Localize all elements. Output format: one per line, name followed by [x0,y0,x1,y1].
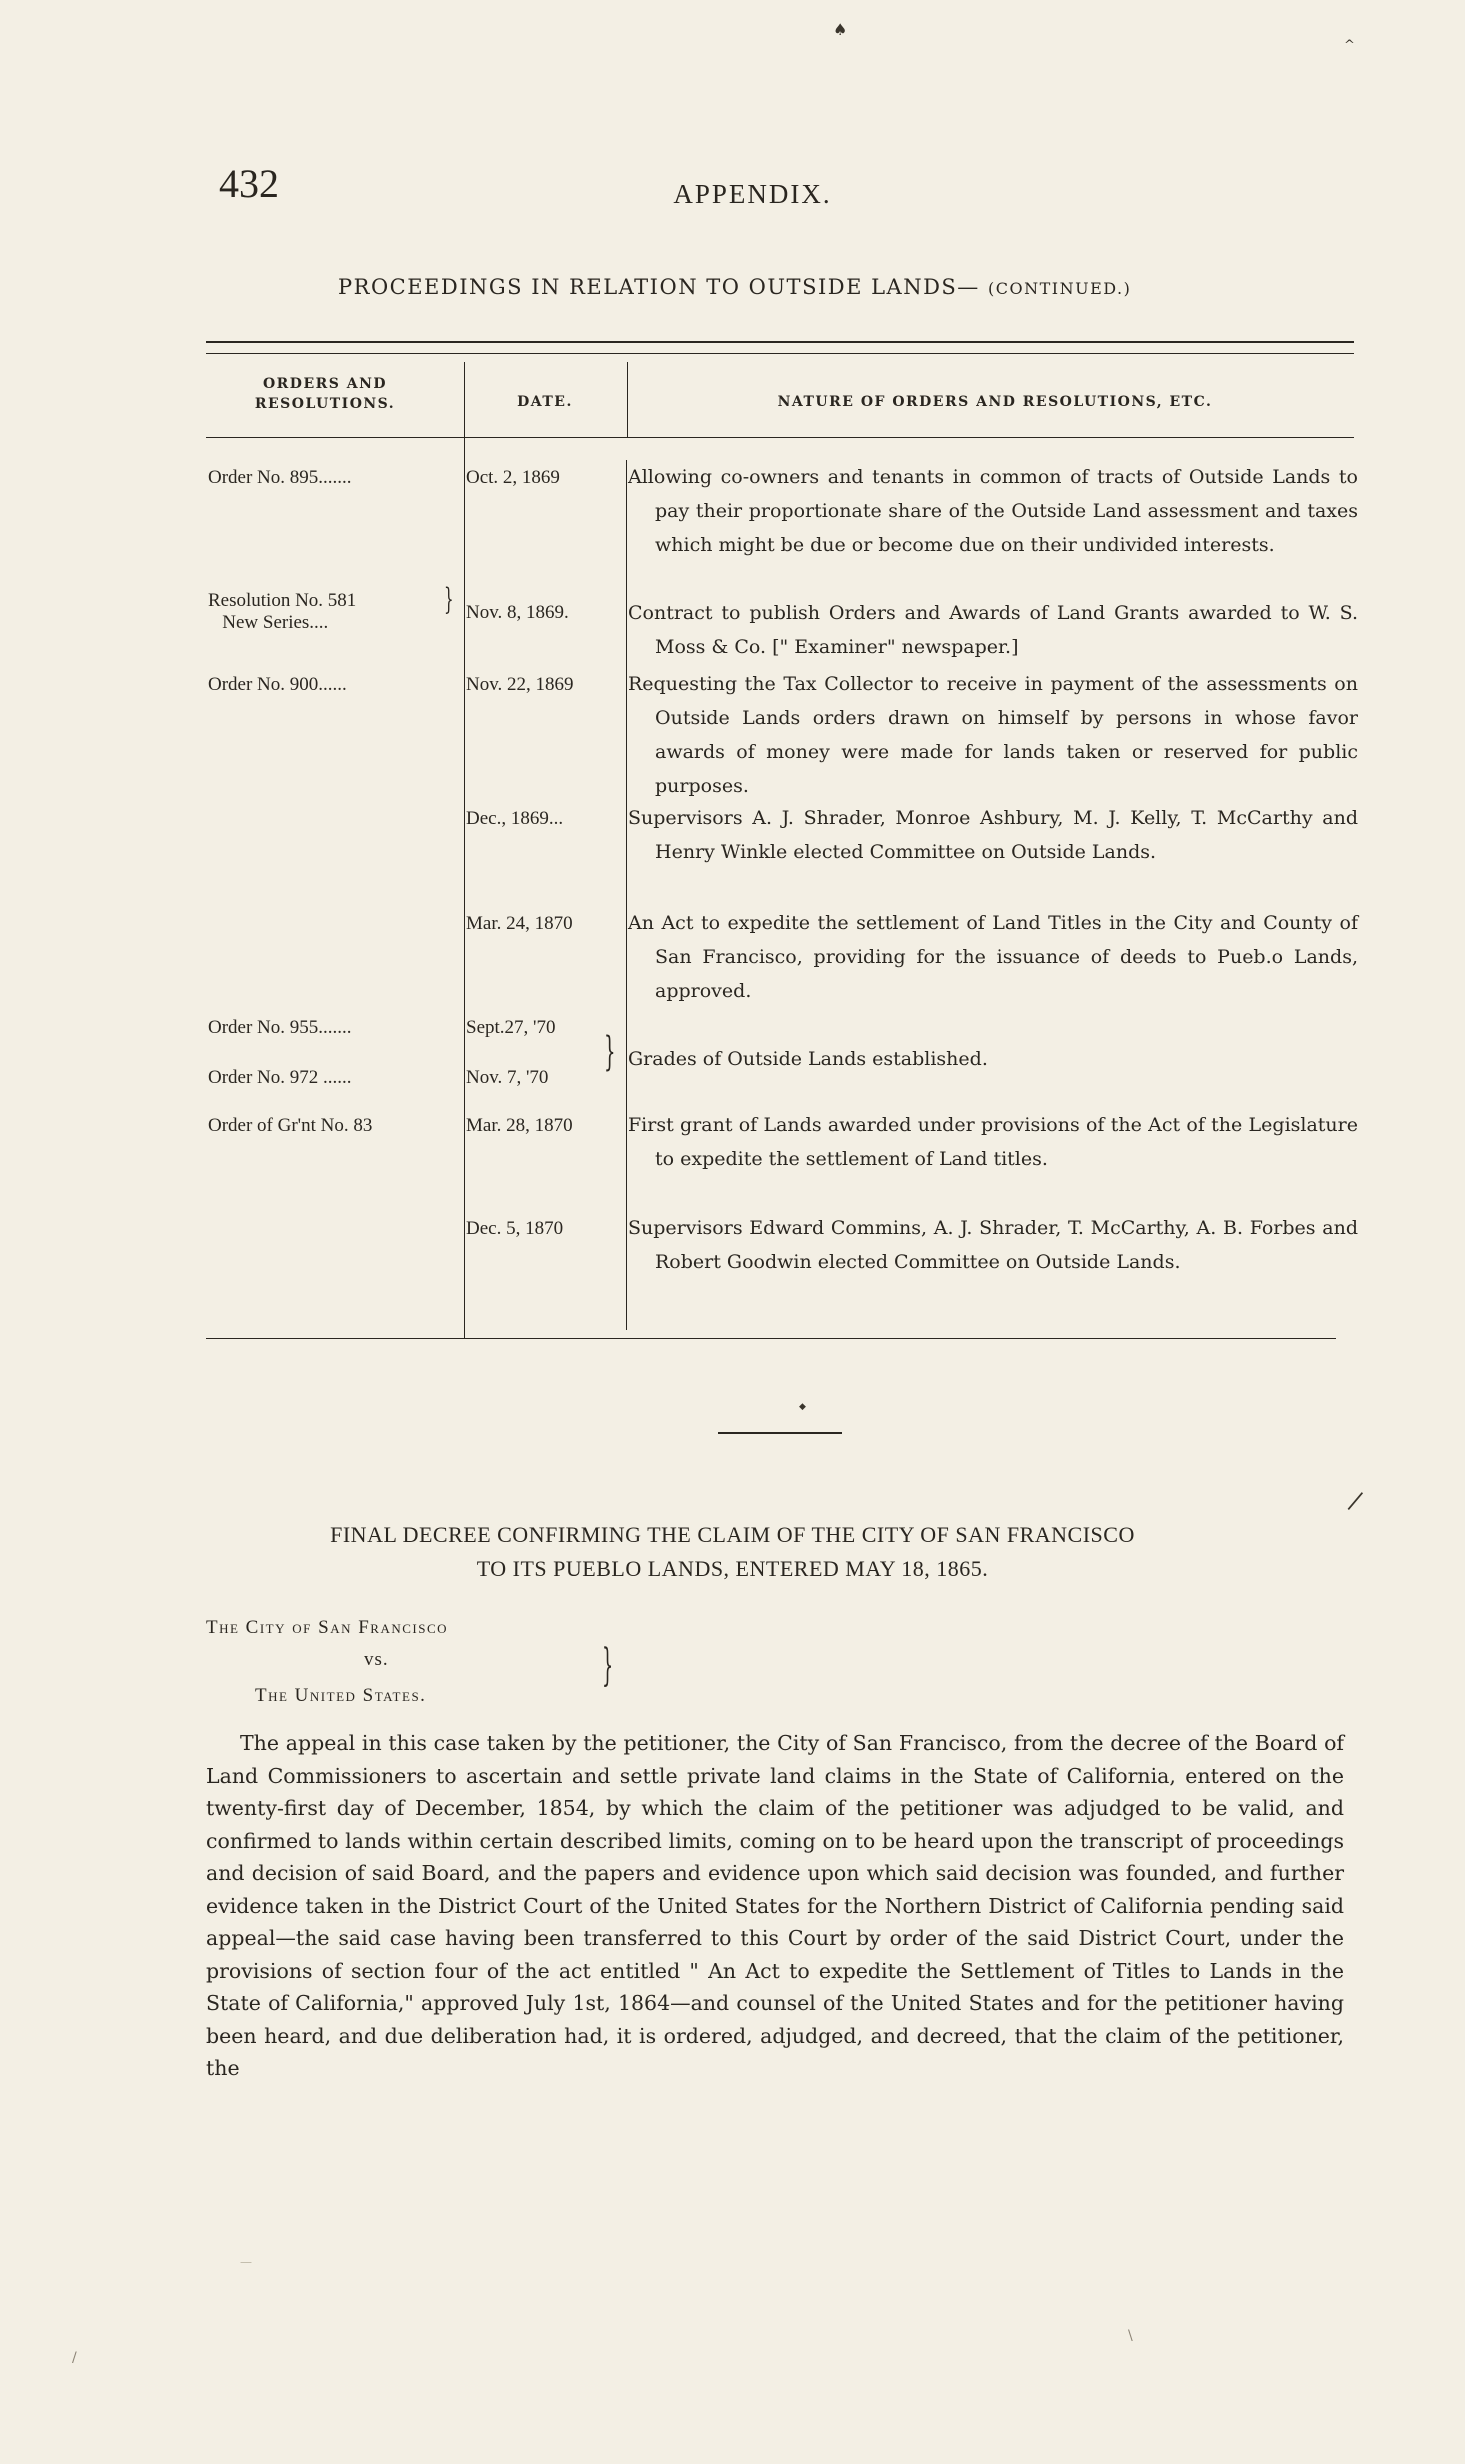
table-row-date: Oct. 2, 1869 [466,467,560,488]
table-row-order: Resolution No. 581 New Series.... [208,590,357,633]
print-mark: | [1344,1488,1367,1513]
print-mark: ^ [1344,38,1355,53]
nature-text: Allowing co-owners and tenants in common of tracts of Outside Lands to pay their proportionate share of the Outside Land assessment and taxes which might be due or become due on their undivided interests. [628,466,1358,556]
table-row-date: Sept.27, '70 [466,1017,556,1038]
nature-text: First grant of Lands awarded under provisions of the Act of the Legislature to expedite the settlement of Land titles. [628,1114,1358,1170]
table-row-order: Order No. 955....... [208,1017,352,1038]
caption-defendant: The United States. [255,1685,427,1706]
table-row-nature [628,1211,1358,1279]
table-row-nature [628,906,1358,1008]
table-row-date: Mar. 28, 1870 [466,1115,573,1136]
column-divider [627,362,628,438]
table-row-order: Order No. 972 ...... [208,1067,352,1088]
nature-text: Requesting the Tax Collector to receive in payment of the assessments on Outside Lands orders drawn on himself by persons in whose favor awards of money were made for lands taken or reserved for public purposes. [628,673,1358,797]
header-nature: NATURE OF ORDERS AND RESOLUTIONS, ETC. [777,394,1213,410]
table-top-rule [206,353,1354,354]
nature-text: Contract to publish Orders and Awards of Land Grants awarded to W. S. Moss & Co. [" Examiner" newspaper.] [628,602,1358,658]
caption-vs: vs. [364,1649,389,1670]
nature-text: An Act to expedite the settlement of Land Titles in the City and County of San Francisco, providing for the issuance of deeds to Pueb.o Lands, approved. [628,912,1358,1002]
section-title-suffix: (CONTINUED.) [988,279,1132,298]
table-row-nature [628,667,1358,803]
print-mark: ♠ [833,20,848,39]
table-row-date: Nov. 22, 1869 [466,674,574,695]
table-row-date: Dec., 1869... [466,808,564,829]
column-divider [626,460,627,1330]
table-row-date: Mar. 24, 1870 [466,913,573,934]
decree-title-line: TO ITS PUEBLO LANDS, ENTERED MAY 18, 1865. [476,1556,989,1581]
table-row-order: Order No. 895....... [208,467,352,488]
print-mark: ◆ [799,1402,806,1412]
table-row-order: Order No. 900...... [208,674,347,695]
table-row-date: Nov. 8, 1869. [466,602,569,623]
table-row-nature [628,460,1358,562]
page-number: 432 [219,161,279,206]
table-row-date: Nov. 7, '70 [466,1067,549,1088]
print-mark: — [240,2255,252,2269]
print-mark: / [72,2350,77,2366]
decree-title [100,1518,1365,1586]
nature-text: Supervisors Edward Commins, A. J. Shrader, T. McCarthy, A. B. Forbes and Robert Goodwin elected Committee on Outside Lands. [628,1217,1358,1273]
section-title-text: PROCEEDINGS IN RELATION TO OUTSIDE LANDS— [338,275,980,299]
table-row-nature [628,801,1358,869]
table-row-date: Dec. 5, 1870 [466,1218,564,1239]
table-row-nature [628,1108,1358,1176]
decree-body: The appeal in this case taken by the petitioner, the City of San Francisco, from the decree of the Board of Land Commissioners to ascertain and settle private land claims in the State of California, entered on the twenty-first day of December, 1854, by which the claim of the petitioner was adjudged to be valid, and confirmed to lands within certain described limits, coming on to be heard upon the transcript of proceedings and decision of said Board, and the papers and evidence upon which said decision was founded, and further evidence taken in the District Court of the United States for the Northern District of California pending said appeal—the said case having been transferred to this Court by order of the said District Court, under the provisions of section four of the act entitled " An Act to expedite the Settlement of Titles to Lands in the State of California," approved July 1st, 1864—and counsel of the United States and for the petitioner having been heard, and due deliberation had, it is ordered, adjudged, and decreed, that the claim of the petitioner, the [206,1731,1344,2080]
table-row-nature [628,596,1358,664]
print-mark: \ [1128,2328,1133,2344]
table-row-nature [628,1042,1358,1076]
running-head: APPENDIX. [673,179,832,209]
caption-brace: } [602,1640,614,1691]
nature-text: Grades of Outside Lands established. [628,1048,988,1070]
header-bottom-rule [206,437,1354,438]
brace: } [444,582,454,617]
caption-plaintiff: The City of San Francisco [206,1617,449,1638]
table-bottom-rule [206,1338,1336,1339]
table-row-order: Order of Gr'nt No. 83 [208,1115,373,1136]
section-title [338,275,1131,299]
brace: } [604,1029,616,1075]
nature-text: Supervisors A. J. Shrader, Monroe Ashbury, M. J. Kelly, T. McCarthy and Henry Winkle elected Committee on Outside Lands. [628,807,1358,863]
column-divider [464,362,465,1338]
header-date: DATE. [517,394,573,410]
decree-title-line: FINAL DECREE CONFIRMING THE CLAIM OF THE CITY OF SAN FRANCISCO [330,1522,1135,1547]
table-top-rule [206,341,1354,343]
section-divider [718,1432,842,1434]
header-orders: ORDERS AND RESOLUTIONS. [254,376,396,412]
